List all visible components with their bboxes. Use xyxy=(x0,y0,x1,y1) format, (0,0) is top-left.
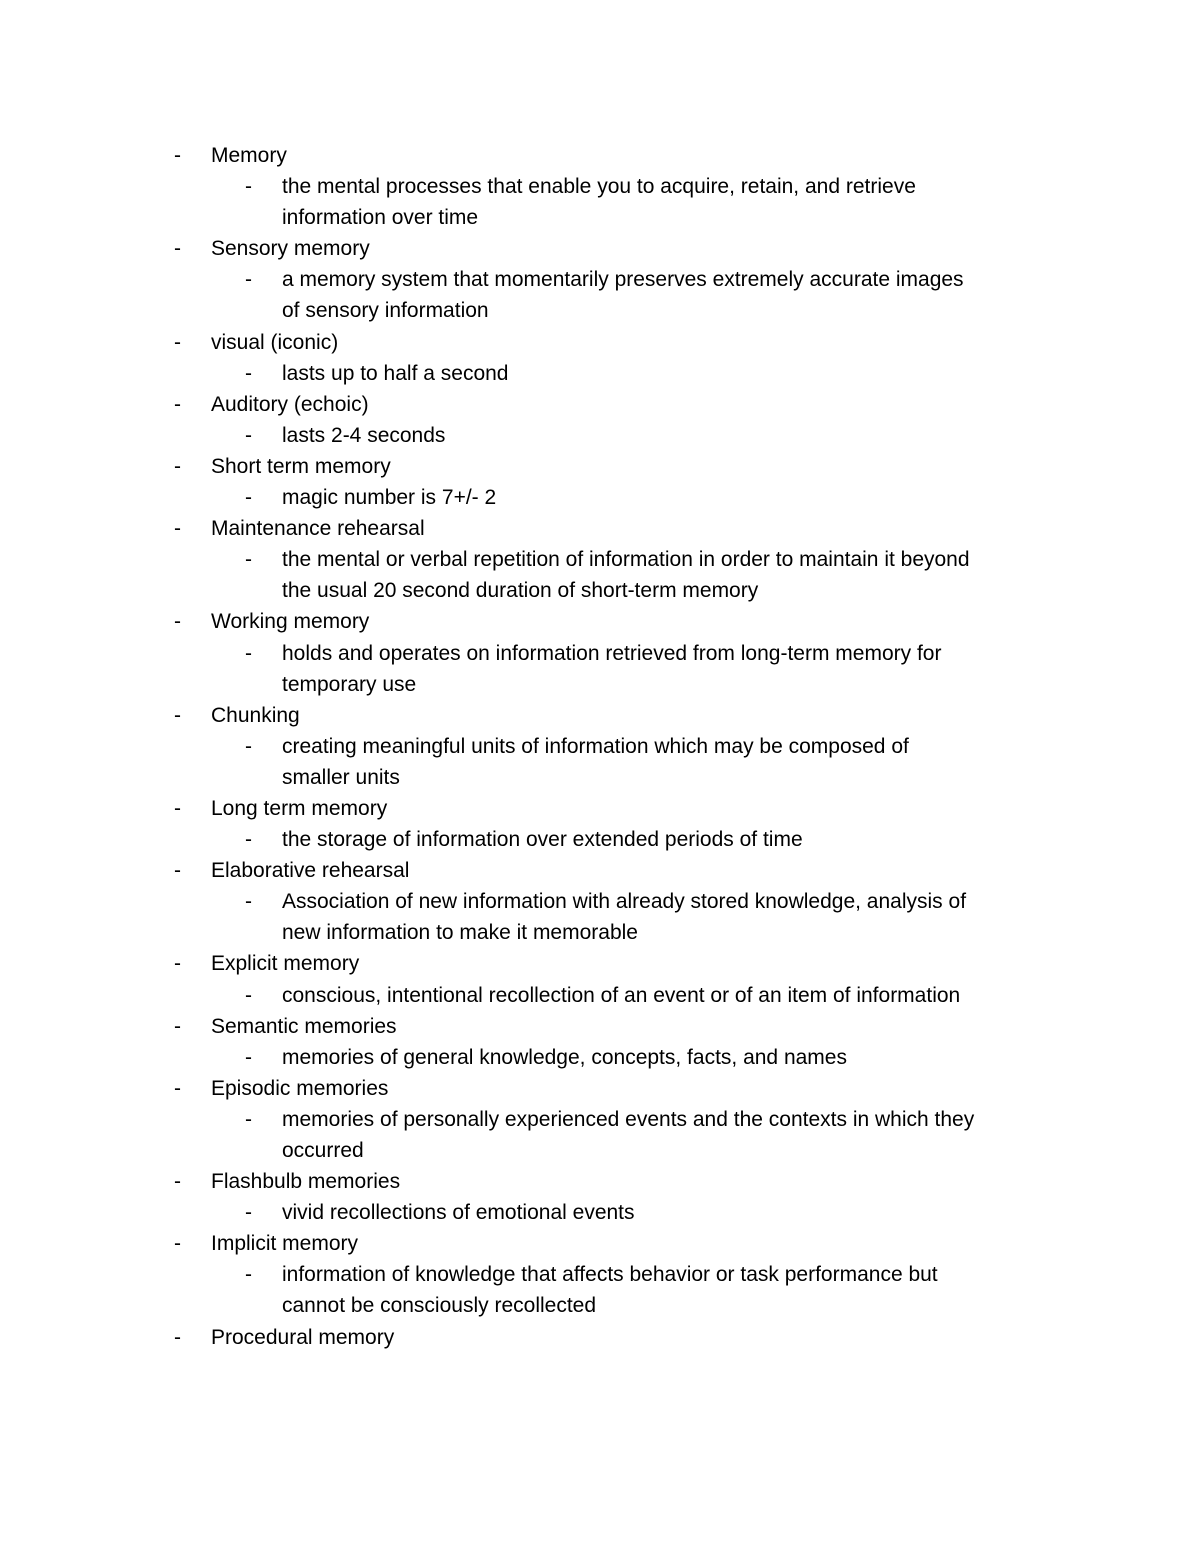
definition-item xyxy=(0,482,1200,513)
sub-bullet-dash: - xyxy=(245,548,252,572)
definition-text: occurred xyxy=(282,1139,364,1162)
term-label: Explicit memory xyxy=(211,952,360,976)
bullet-dash: - xyxy=(174,703,181,727)
definition-text: information over time xyxy=(282,206,479,230)
definition-item xyxy=(0,1259,1200,1290)
definition-continuation xyxy=(0,295,1200,326)
definition-item xyxy=(0,171,1200,202)
bullet-dash: - xyxy=(174,454,181,478)
definition-text: smaller units xyxy=(282,765,400,789)
definition-text: of sensory information xyxy=(282,299,489,323)
sub-bullet-dash: - xyxy=(245,361,252,385)
definition-text: memories of general knowledge, concepts, facts, and names xyxy=(282,1045,847,1069)
definition-continuation xyxy=(0,575,1200,606)
definition-text: a memory system that momentarily preserves extremely accurate images xyxy=(282,268,964,292)
definition-text: vivid recollections of emotional events xyxy=(282,1201,635,1225)
definition-continuation xyxy=(0,1290,1200,1321)
definition-text: the mental processes that enable you to acquire, retain, and retrieve xyxy=(282,175,916,199)
definition-item xyxy=(0,264,1200,295)
definition-text: the storage of information over extended periods of time xyxy=(282,828,803,852)
bullet-dash: - xyxy=(174,859,181,883)
definition-item xyxy=(0,358,1200,389)
bullet-dash: - xyxy=(174,796,181,820)
bullet-dash: - xyxy=(174,1076,181,1100)
term-label: Chunking xyxy=(211,703,300,727)
bullet-dash: - xyxy=(174,1232,181,1256)
sub-bullet-dash: - xyxy=(245,268,252,292)
definition-text: memories of personally experienced events and the contexts in which they xyxy=(282,1107,975,1131)
definition-text: cannot be consciously recollected xyxy=(282,1294,597,1318)
definition-continuation xyxy=(0,1135,1200,1166)
term-item xyxy=(0,1228,1200,1259)
term-item xyxy=(0,1322,1200,1353)
term-label: Memory xyxy=(211,144,287,167)
sub-bullet-dash: - xyxy=(245,1263,252,1287)
definition-text: the mental or verbal repetition of information in order to maintain it beyond xyxy=(282,548,970,572)
sub-bullet-dash: - xyxy=(245,1045,252,1069)
term-item xyxy=(0,233,1200,264)
definition-item xyxy=(0,980,1200,1011)
term-item xyxy=(0,140,1200,171)
term-item xyxy=(0,513,1200,544)
term-item xyxy=(0,1011,1200,1042)
sub-bullet-dash: - xyxy=(245,641,252,665)
definition-text: conscious, intentional recollection of an event or of an item of information xyxy=(282,983,961,1007)
term-item xyxy=(0,1166,1200,1197)
definition-item xyxy=(0,544,1200,575)
sub-bullet-dash: - xyxy=(245,175,252,199)
definition-text: Association of new information with already stored knowledge, analysis of xyxy=(282,890,967,914)
definition-continuation xyxy=(0,669,1200,700)
term-item xyxy=(0,327,1200,358)
definition-item xyxy=(0,886,1200,917)
definition-item xyxy=(0,420,1200,451)
bullet-dash: - xyxy=(174,144,181,167)
sub-bullet-dash: - xyxy=(245,890,252,914)
sub-bullet-dash: - xyxy=(245,423,252,447)
bullet-dash: - xyxy=(174,1014,181,1038)
definition-text: creating meaningful units of information which may be composed of xyxy=(282,734,909,758)
definition-text: new information to make it memorable xyxy=(282,921,638,945)
term-label: Procedural memory xyxy=(211,1325,395,1349)
sub-bullet-dash: - xyxy=(245,983,252,1007)
term-item xyxy=(0,700,1200,731)
definition-item xyxy=(0,1042,1200,1073)
definition-text: lasts up to half a second xyxy=(282,361,509,385)
bullet-dash: - xyxy=(174,517,181,541)
definition-text: lasts 2-4 seconds xyxy=(282,423,446,447)
bullet-dash: - xyxy=(174,392,181,416)
definition-continuation xyxy=(0,202,1200,233)
sub-bullet-dash: - xyxy=(245,1107,252,1131)
definition-continuation xyxy=(0,917,1200,948)
term-item xyxy=(0,793,1200,824)
definition-text: temporary use xyxy=(282,672,417,696)
bullet-dash: - xyxy=(174,237,181,261)
sub-bullet-dash: - xyxy=(245,486,252,510)
notes-document xyxy=(0,140,1200,1353)
definition-item xyxy=(0,1197,1200,1228)
term-label: Working memory xyxy=(211,610,370,634)
term-label: Episodic memories xyxy=(211,1076,389,1100)
sub-bullet-dash: - xyxy=(245,828,252,852)
term-label: Sensory memory xyxy=(211,237,370,261)
term-label: Maintenance rehearsal xyxy=(211,517,425,541)
term-label: Flashbulb memories xyxy=(211,1170,401,1194)
definition-text: magic number is 7+/- 2 xyxy=(282,486,497,510)
term-item xyxy=(0,1073,1200,1104)
term-label: Implicit memory xyxy=(211,1232,359,1256)
term-label: Elaborative rehearsal xyxy=(211,859,410,883)
term-item xyxy=(0,948,1200,979)
bullet-dash: - xyxy=(174,952,181,976)
definition-continuation xyxy=(0,762,1200,793)
term-label: Short term memory xyxy=(211,454,391,478)
term-label: Auditory (echoic) xyxy=(211,392,369,416)
definition-text: information of knowledge that affects behavior or task performance but xyxy=(282,1263,938,1287)
bullet-dash: - xyxy=(174,610,181,634)
term-item xyxy=(0,451,1200,482)
definition-text: holds and operates on information retrieved from long-term memory for xyxy=(282,641,942,665)
sub-bullet-dash: - xyxy=(245,734,252,758)
definition-item xyxy=(0,638,1200,669)
term-item xyxy=(0,855,1200,886)
definition-item xyxy=(0,1104,1200,1135)
sub-bullet-dash: - xyxy=(245,1201,252,1225)
term-label: visual (iconic) xyxy=(211,330,339,354)
term-label: Semantic memories xyxy=(211,1014,397,1038)
bullet-dash: - xyxy=(174,330,181,354)
term-item xyxy=(0,389,1200,420)
definition-item xyxy=(0,731,1200,762)
bullet-dash: - xyxy=(174,1325,181,1349)
definition-item xyxy=(0,824,1200,855)
term-item xyxy=(0,606,1200,637)
term-label: Long term memory xyxy=(211,796,388,820)
bullet-dash: - xyxy=(174,1170,181,1194)
definition-text: the usual 20 second duration of short-term memory xyxy=(282,579,759,603)
